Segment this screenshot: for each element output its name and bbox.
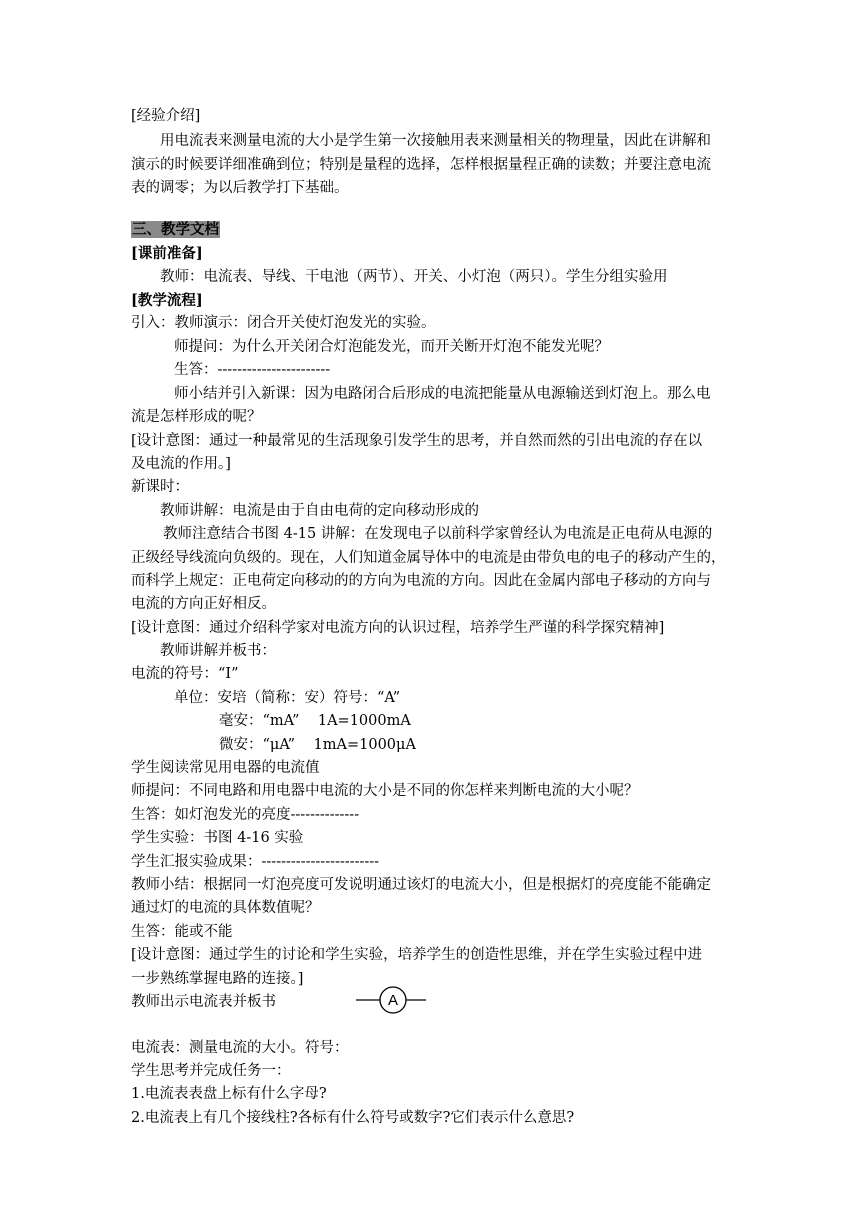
flow-line: 及电流的作用。]	[131, 456, 231, 472]
flow-line: 生答：如灯泡发光的亮度--------------	[131, 807, 360, 823]
flow-line: 生答：能或不能	[131, 924, 233, 940]
flow-line: 教师讲解：电流是由于自由电荷的定向移动形成的	[160, 503, 479, 519]
ammeter-letter: A	[387, 992, 399, 1009]
flow-line: 引入：教师演示：闭合开关使灯泡发光的实验。	[131, 315, 436, 331]
flow-line: 电流的方向正好相反。	[131, 596, 276, 612]
experience-line-3: 表的调零；为以后教学打下基础。	[131, 180, 349, 196]
flow-line: 教师讲解并板书：	[160, 643, 276, 659]
flow-line: 学生实验：书图 4-16 实验	[131, 830, 304, 846]
flow-line: 通过灯的电流的具体数值呢？	[131, 900, 320, 916]
heading-flow: [教学流程]	[131, 292, 203, 309]
flow-line: 流是怎样形成的呢？	[131, 409, 262, 425]
prep-text: 教师：电流表、导线、干电池（两节）、开关、小灯泡（两只）。学生分组实验用	[160, 269, 668, 285]
experience-line-1: 用电流表来测量电流的大小是学生第一次接触用表来测量相关的物理量，因此在讲解和	[160, 133, 711, 149]
flow-line: 2.电流表上有几个接线柱?各标有什么符号或数字?它们表示什么意思?	[131, 1110, 575, 1126]
heading-experience: [经验介绍]	[131, 108, 201, 124]
flow-line: 新课时：	[131, 479, 189, 495]
flow-line: 师提问：为什么开关闭合灯泡能发光，而开关断开灯泡不能发光呢？	[174, 339, 609, 355]
flow-line: 毫安：“mA” 1A=1000mA	[219, 713, 411, 729]
flow-line: 师小结并引入新课：因为电路闭合后形成的电流把能量从电源输送到灯泡上。那么电	[174, 386, 711, 402]
experience-line-2: 演示的时候要详细准确到位；特别是量程的选择，怎样根据量程正确的读数；并要注意电流	[131, 157, 711, 173]
heading-prep: [课前准备]	[131, 245, 203, 262]
flow-line: [设计意图：通过介绍科学家对电流方向的认识过程，培养学生严谨的科学探究精神]	[131, 620, 665, 636]
flow-line: [设计意图：通过一种最常见的生活现象引发学生的思考，并自然而然的引出电流的存在以	[131, 433, 703, 449]
flow-line: 教师小结：根据同一灯泡亮度可发说明通过该灯的电流大小，但是根据灯的亮度能不能确定	[131, 877, 711, 893]
flow-line: [设计意图：通过学生的讨论和学生实验，培养学生的创造性思维，并在学生实验过程中进	[131, 947, 703, 963]
flow-line: 学生阅读常见用电器的电流值	[131, 760, 320, 776]
flow-line: 教师出示电流表并板书	[131, 994, 276, 1010]
flow-line: 微安：“μA” 1mA=1000μA	[219, 737, 416, 753]
flow-line: 学生汇报实验成果：------------------------	[131, 854, 380, 870]
flow-line: 而科学上规定：正电荷定向移动的的方向为电流的方向。因此在金属内部电子移动的方向与	[131, 573, 711, 589]
section-title: 三、教学文档	[132, 221, 219, 238]
flow-line: 生答：-----------------------	[174, 362, 331, 378]
flow-line: 正级经导线流向负级的。现在，人们知道金属导体中的电流是由带负电的电子的移动产生的，	[131, 550, 726, 566]
flow-line: 1.电流表表盘上标有什么字母?	[131, 1086, 327, 1102]
ammeter-symbol-icon	[356, 983, 428, 1021]
flow-line: 一步熟练掌握电路的连接。]	[131, 971, 304, 987]
flow-line: 教师注意结合书图 4-15 讲解：在发现电子以前科学家曾经认为电流是正电荷从电源的	[163, 526, 713, 542]
flow-line: 学生思考并完成任务一：	[131, 1063, 291, 1079]
flow-line: 单位：安培（简称：安）符号：“A”	[174, 690, 401, 706]
flow-line: 师提问：不同电路和用电器中电流的大小是不同的你怎样来判断电流的大小呢？	[131, 783, 639, 799]
flow-line: 电流表：测量电流的大小。符号：	[131, 1040, 349, 1056]
flow-line: 电流的符号：“I”	[131, 666, 239, 682]
